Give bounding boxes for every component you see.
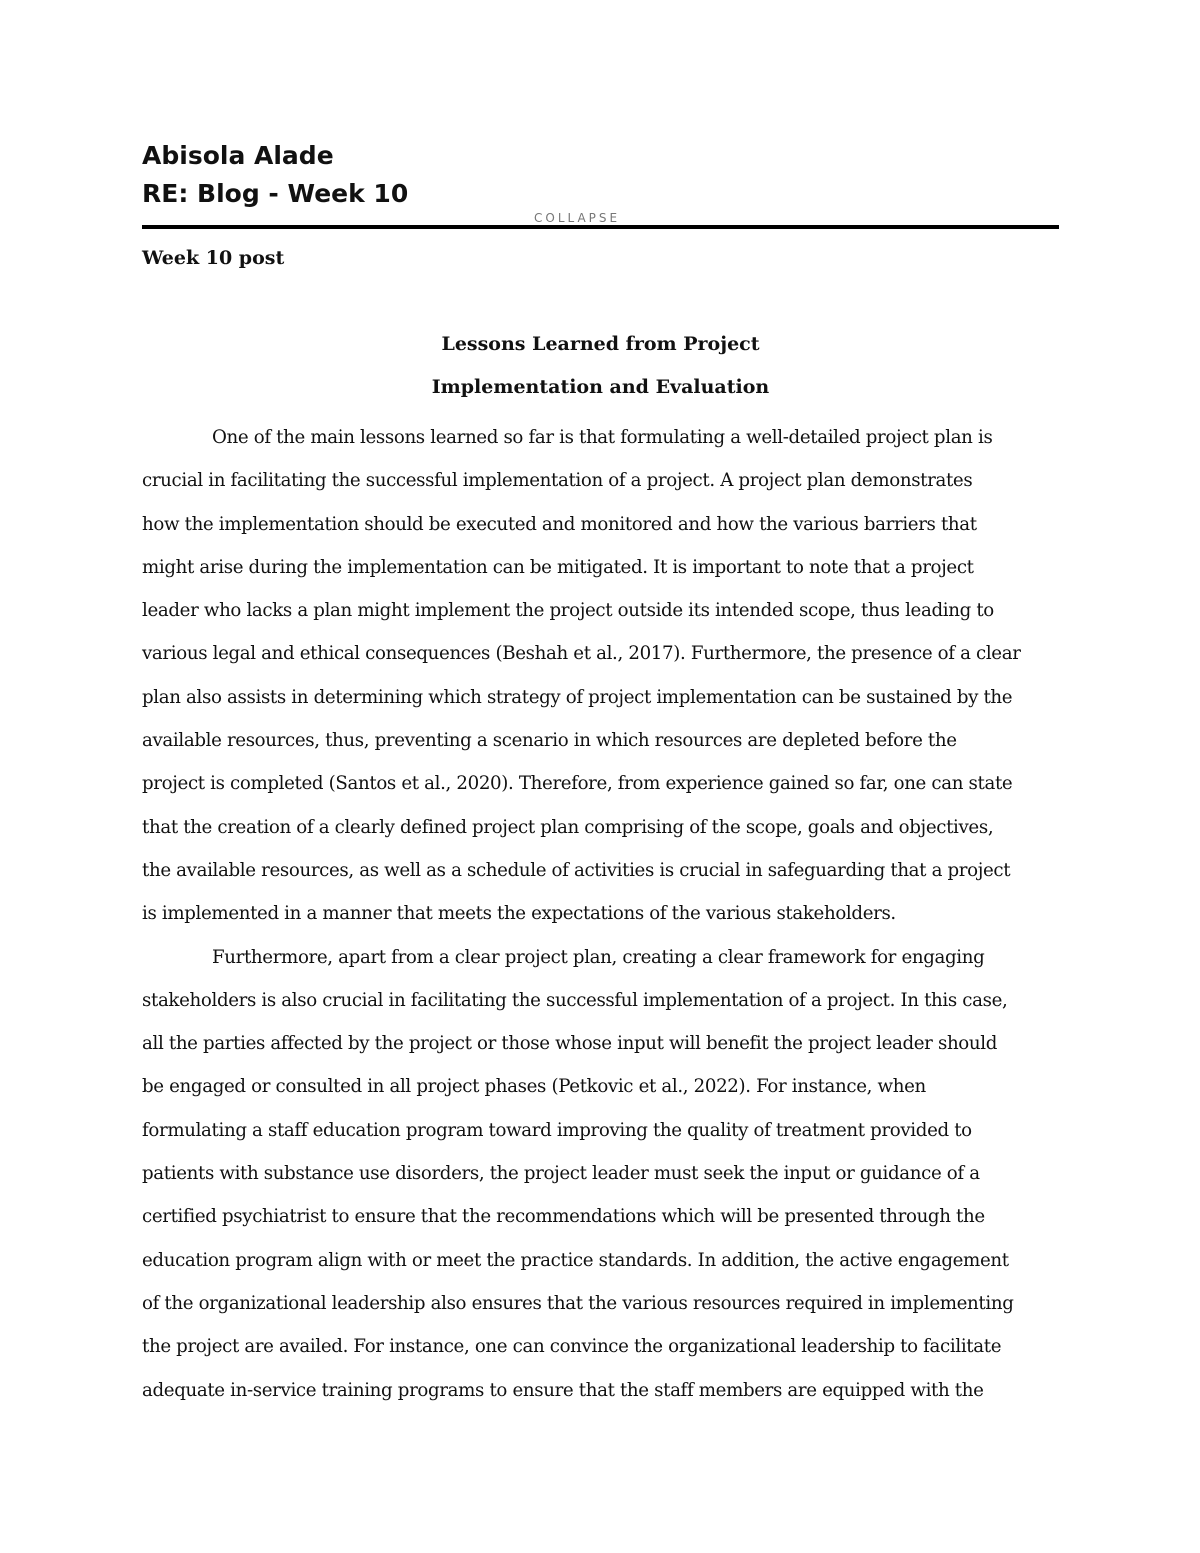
paragraph-2-line: formulating a staff education program toward improving the quality of treatment provided to [142,1119,972,1141]
essay-body [142,416,1072,1412]
author-name: Abisola Alade [142,141,334,170]
post-title: RE: Blog - Week 10 [142,179,409,208]
paragraph-1-line: plan also assists in determining which strategy of project implementation can be sustained by the [142,686,1013,708]
essay-heading-line-1: Lessons Learned from Project [441,333,760,355]
paragraph-1-line: One of the main lessons learned so far is that formulating a well-detailed project plan is [212,427,993,448]
paragraph-1-line: leader who lacks a plan might implement the project outside its intended scope, thus leading to [142,600,994,622]
paragraph-2-line: of the organizational leadership also ensures that the various resources required in implementing [142,1292,1014,1314]
post-subtitle: Week 10 post [142,247,285,269]
paragraph-1-line: available resources, thus, preventing a scenario in which resources are depleted before the [142,730,957,752]
paragraph-1-line: how the implementation should be executed and monitored and how the various barriers that [142,513,977,535]
paragraph-1-line: that the creation of a clearly defined project plan comprising of the scope, goals and objectives, [142,816,994,838]
paragraph-2-line: all the parties affected by the project or those whose input will benefit the project leader should [142,1033,998,1055]
paragraph-2-line: stakeholders is also crucial in facilitating the successful implementation of a project. In this case, [142,989,1008,1011]
paragraph-1-line: project is completed (Santos et al., 2020). Therefore, from experience gained so far, one can state [142,773,1013,795]
paragraph-2-line: education program align with or meet the practice standards. In addition, the active engagement [142,1249,1009,1271]
paragraph-1-line: various legal and ethical consequences (Beshah et al., 2017). Furthermore, the presence of a clear [142,643,1021,665]
collapse-link[interactable]: COLLAPSE [534,211,621,225]
paragraph-2-line: certified psychiatrist to ensure that the recommendations which will be presented through the [142,1206,985,1228]
paragraph-2-line: the project are availed. For instance, one can convince the organizational leadership to facilitate [142,1336,1002,1358]
essay-heading-line-2: Implementation and Evaluation [431,376,770,398]
paragraph-2-line: patients with substance use disorders, the project leader must seek the input or guidance of a [142,1163,980,1185]
paragraph-1-line: is implemented in a manner that meets the expectations of the various stakeholders. [142,903,896,925]
paragraph-1-line: crucial in facilitating the successful implementation of a project. A project plan demonstrates [142,470,973,492]
paragraph-1-line: might arise during the implementation can be mitigated. It is important to note that a project [142,556,974,578]
divider [142,225,1059,229]
paragraph-2-line: adequate in-service training programs to ensure that the staff members are equipped with the [142,1379,984,1401]
paragraph-2-line: be engaged or consulted in all project phases (Petkovic et al., 2022). For instance, when [142,1076,926,1098]
paragraph-2-line: Furthermore, apart from a clear project plan, creating a clear framework for engaging [212,946,985,968]
paragraph-1-line: the available resources, as well as a schedule of activities is crucial in safeguarding that a project [142,859,1011,881]
